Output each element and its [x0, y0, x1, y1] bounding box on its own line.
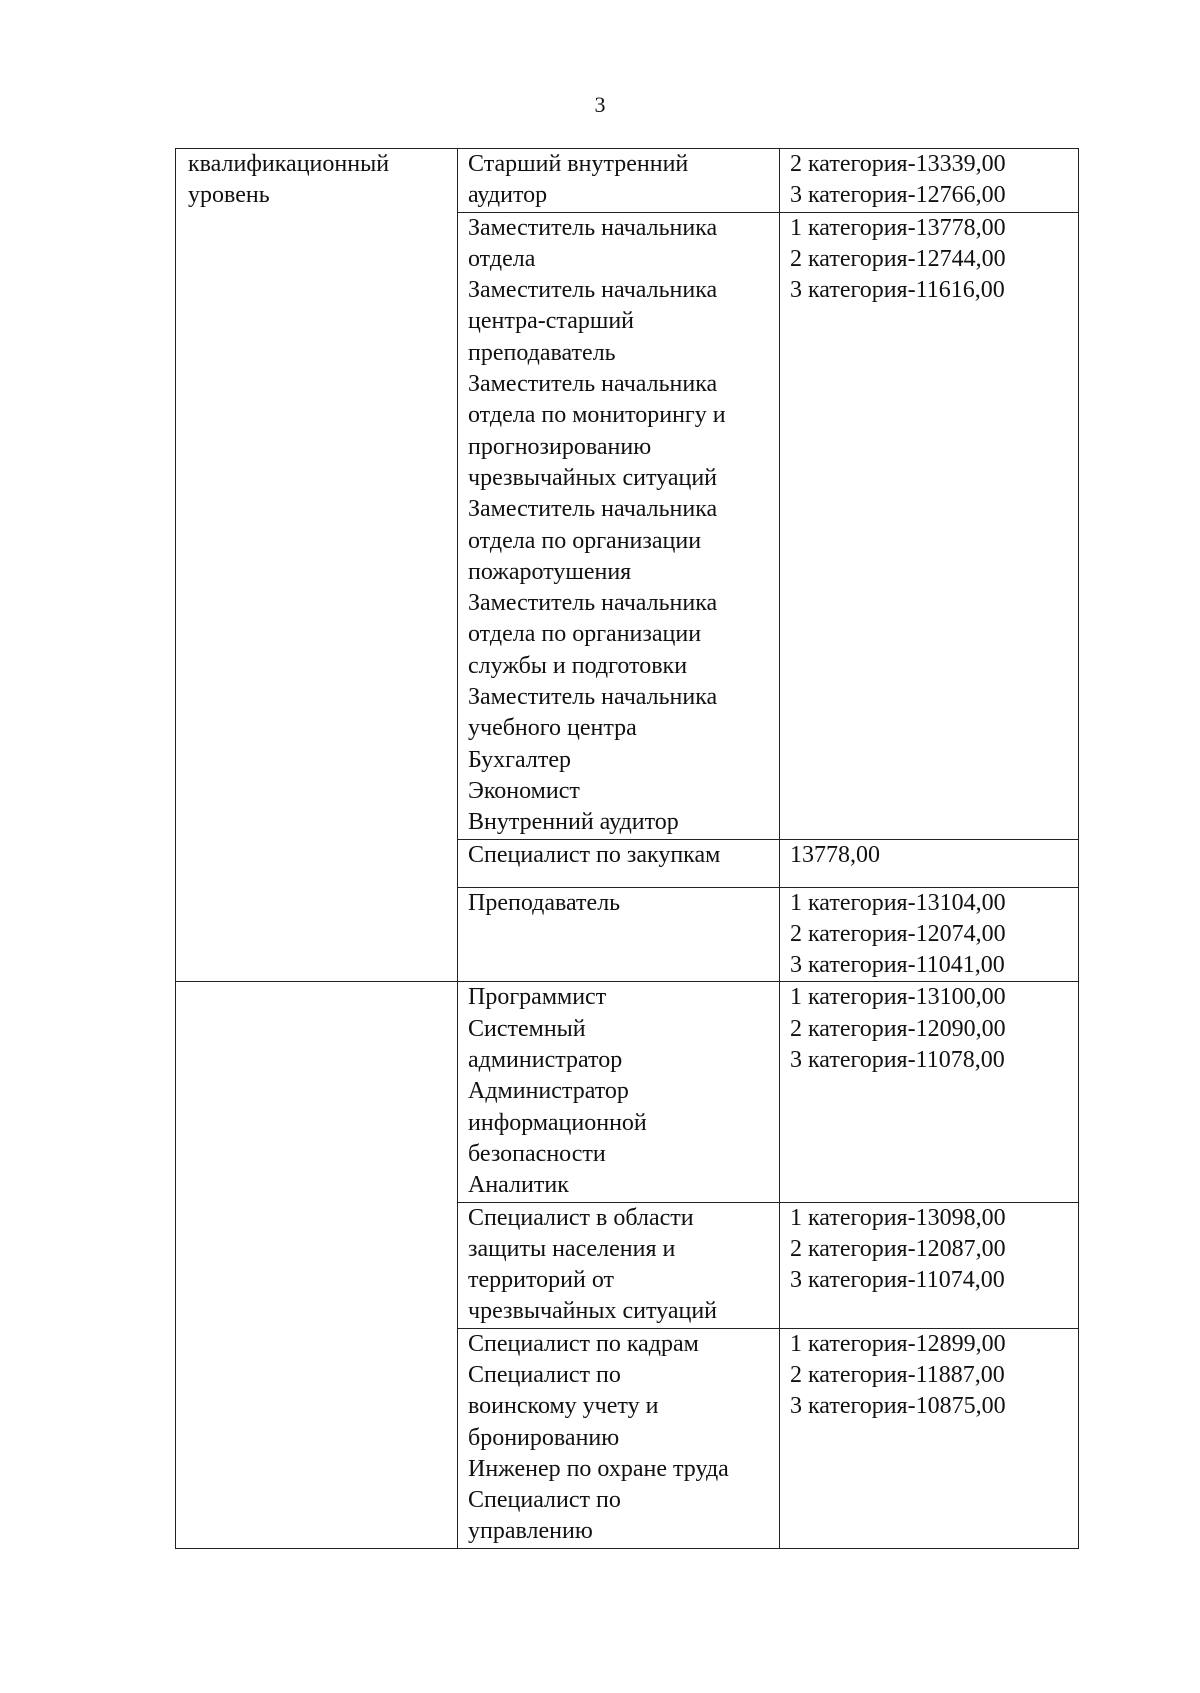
table-row — [176, 982, 1079, 1202]
salary-cell — [780, 149, 1079, 213]
position-line: чрезвычайных ситуаций — [468, 1298, 718, 1325]
qualification-level-cell — [176, 982, 458, 1548]
position-line: информационной — [468, 1109, 647, 1136]
position-line: отдела — [468, 245, 536, 272]
position-line: Заместитель начальника — [468, 371, 718, 398]
position-line: Заместитель начальника — [468, 214, 718, 241]
position-line: аудитор — [468, 182, 548, 209]
salary-table — [175, 148, 1079, 1549]
position-line: Старший внутренний — [468, 151, 689, 177]
positions-cell — [458, 212, 780, 839]
salary-line: 1 категория-12899,00 — [790, 1330, 1006, 1357]
position-line: Специалист по кадрам — [468, 1330, 699, 1357]
position-line: Администратор — [468, 1078, 629, 1105]
salary-line: 2 категория-12744,00 — [790, 245, 1006, 272]
position-line: преподаватель — [468, 339, 616, 366]
position-line: воинскому учету и — [468, 1393, 659, 1420]
position-line: Заместитель начальника — [468, 496, 718, 523]
positions-cell — [458, 982, 780, 1202]
positions-cell — [458, 887, 780, 982]
position-line: Специалист в области — [468, 1204, 694, 1231]
position-line: отдела по организации — [468, 621, 702, 648]
positions-cell — [458, 1328, 780, 1548]
position-line: центра-старший — [468, 308, 635, 335]
position-line: Специалист по закупкам — [468, 841, 721, 868]
position-line: Программист — [468, 984, 607, 1011]
position-line: чрезвычайных ситуаций — [468, 464, 718, 491]
position-line: отдела по мониторингу и — [468, 402, 726, 429]
salary-line: 1 категория-13104,00 — [790, 889, 1006, 916]
salary-line: 2 категория-12090,00 — [790, 1015, 1006, 1042]
position-line: Специалист по — [468, 1487, 621, 1514]
position-line: Бухгалтер — [468, 746, 572, 773]
qualification-level-cell — [176, 149, 458, 982]
position-line: прогнозированию — [468, 433, 652, 460]
position-line: пожаротушения — [468, 558, 632, 585]
salary-line: 2 категория-12087,00 — [790, 1235, 1006, 1262]
salary-line: 1 категория-13778,00 — [790, 214, 1006, 241]
position-line: Инженер по охране труда — [468, 1455, 729, 1482]
position-line: Экономист — [468, 777, 580, 804]
position-line: Заместитель начальника — [468, 590, 718, 617]
salary-cell — [780, 887, 1079, 982]
position-line: Заместитель начальника — [468, 684, 718, 711]
position-line: Системный — [468, 1015, 586, 1042]
positions-cell — [458, 149, 780, 213]
salary-line: 3 категория-11074,00 — [790, 1267, 1005, 1294]
salary-cell — [780, 212, 1079, 839]
position-line: учебного центра — [468, 715, 637, 742]
salary-line: 3 категория-11041,00 — [790, 952, 1005, 979]
salary-line: 3 категория-11078,00 — [790, 1047, 1005, 1074]
position-line: защиты населения и — [468, 1235, 676, 1262]
position-line: управлению — [468, 1518, 593, 1545]
salary-cell — [780, 982, 1079, 1202]
level-label-line: квалификационный — [188, 151, 390, 177]
positions-cell — [458, 839, 780, 887]
positions-cell — [458, 1202, 780, 1328]
position-line: администратор — [468, 1047, 623, 1074]
position-line: Преподаватель — [468, 889, 621, 916]
position-line: Специалист по — [468, 1361, 621, 1388]
position-line: Аналитик — [468, 1172, 569, 1199]
position-line: безопасности — [468, 1140, 606, 1167]
salary-line: 3 категория-10875,00 — [790, 1393, 1006, 1420]
page-number: 3 — [594, 92, 606, 117]
salary-line: 2 категория-13339,00 — [790, 151, 1006, 177]
position-line: территорий от — [468, 1267, 615, 1294]
position-line: службы и подготовки — [468, 652, 688, 679]
salary-line: 1 категория-13098,00 — [790, 1204, 1006, 1231]
salary-line: 2 категория-12074,00 — [790, 920, 1006, 947]
salary-cell — [780, 839, 1079, 887]
salary-line: 13778,00 — [790, 841, 880, 868]
salary-cell — [780, 1202, 1079, 1328]
salary-line: 2 категория-11887,00 — [790, 1361, 1005, 1388]
position-line: бронированию — [468, 1424, 620, 1451]
level-label-line: уровень — [188, 182, 270, 209]
position-line: Заместитель начальника — [468, 277, 718, 304]
table-row — [176, 149, 1079, 213]
salary-line: 3 категория-12766,00 — [790, 182, 1006, 209]
salary-line: 3 категория-11616,00 — [790, 277, 1005, 304]
position-line: отдела по организации — [468, 527, 702, 554]
salary-cell — [780, 1328, 1079, 1548]
salary-line: 1 категория-13100,00 — [790, 984, 1006, 1011]
position-line: Внутренний аудитор — [468, 809, 679, 836]
